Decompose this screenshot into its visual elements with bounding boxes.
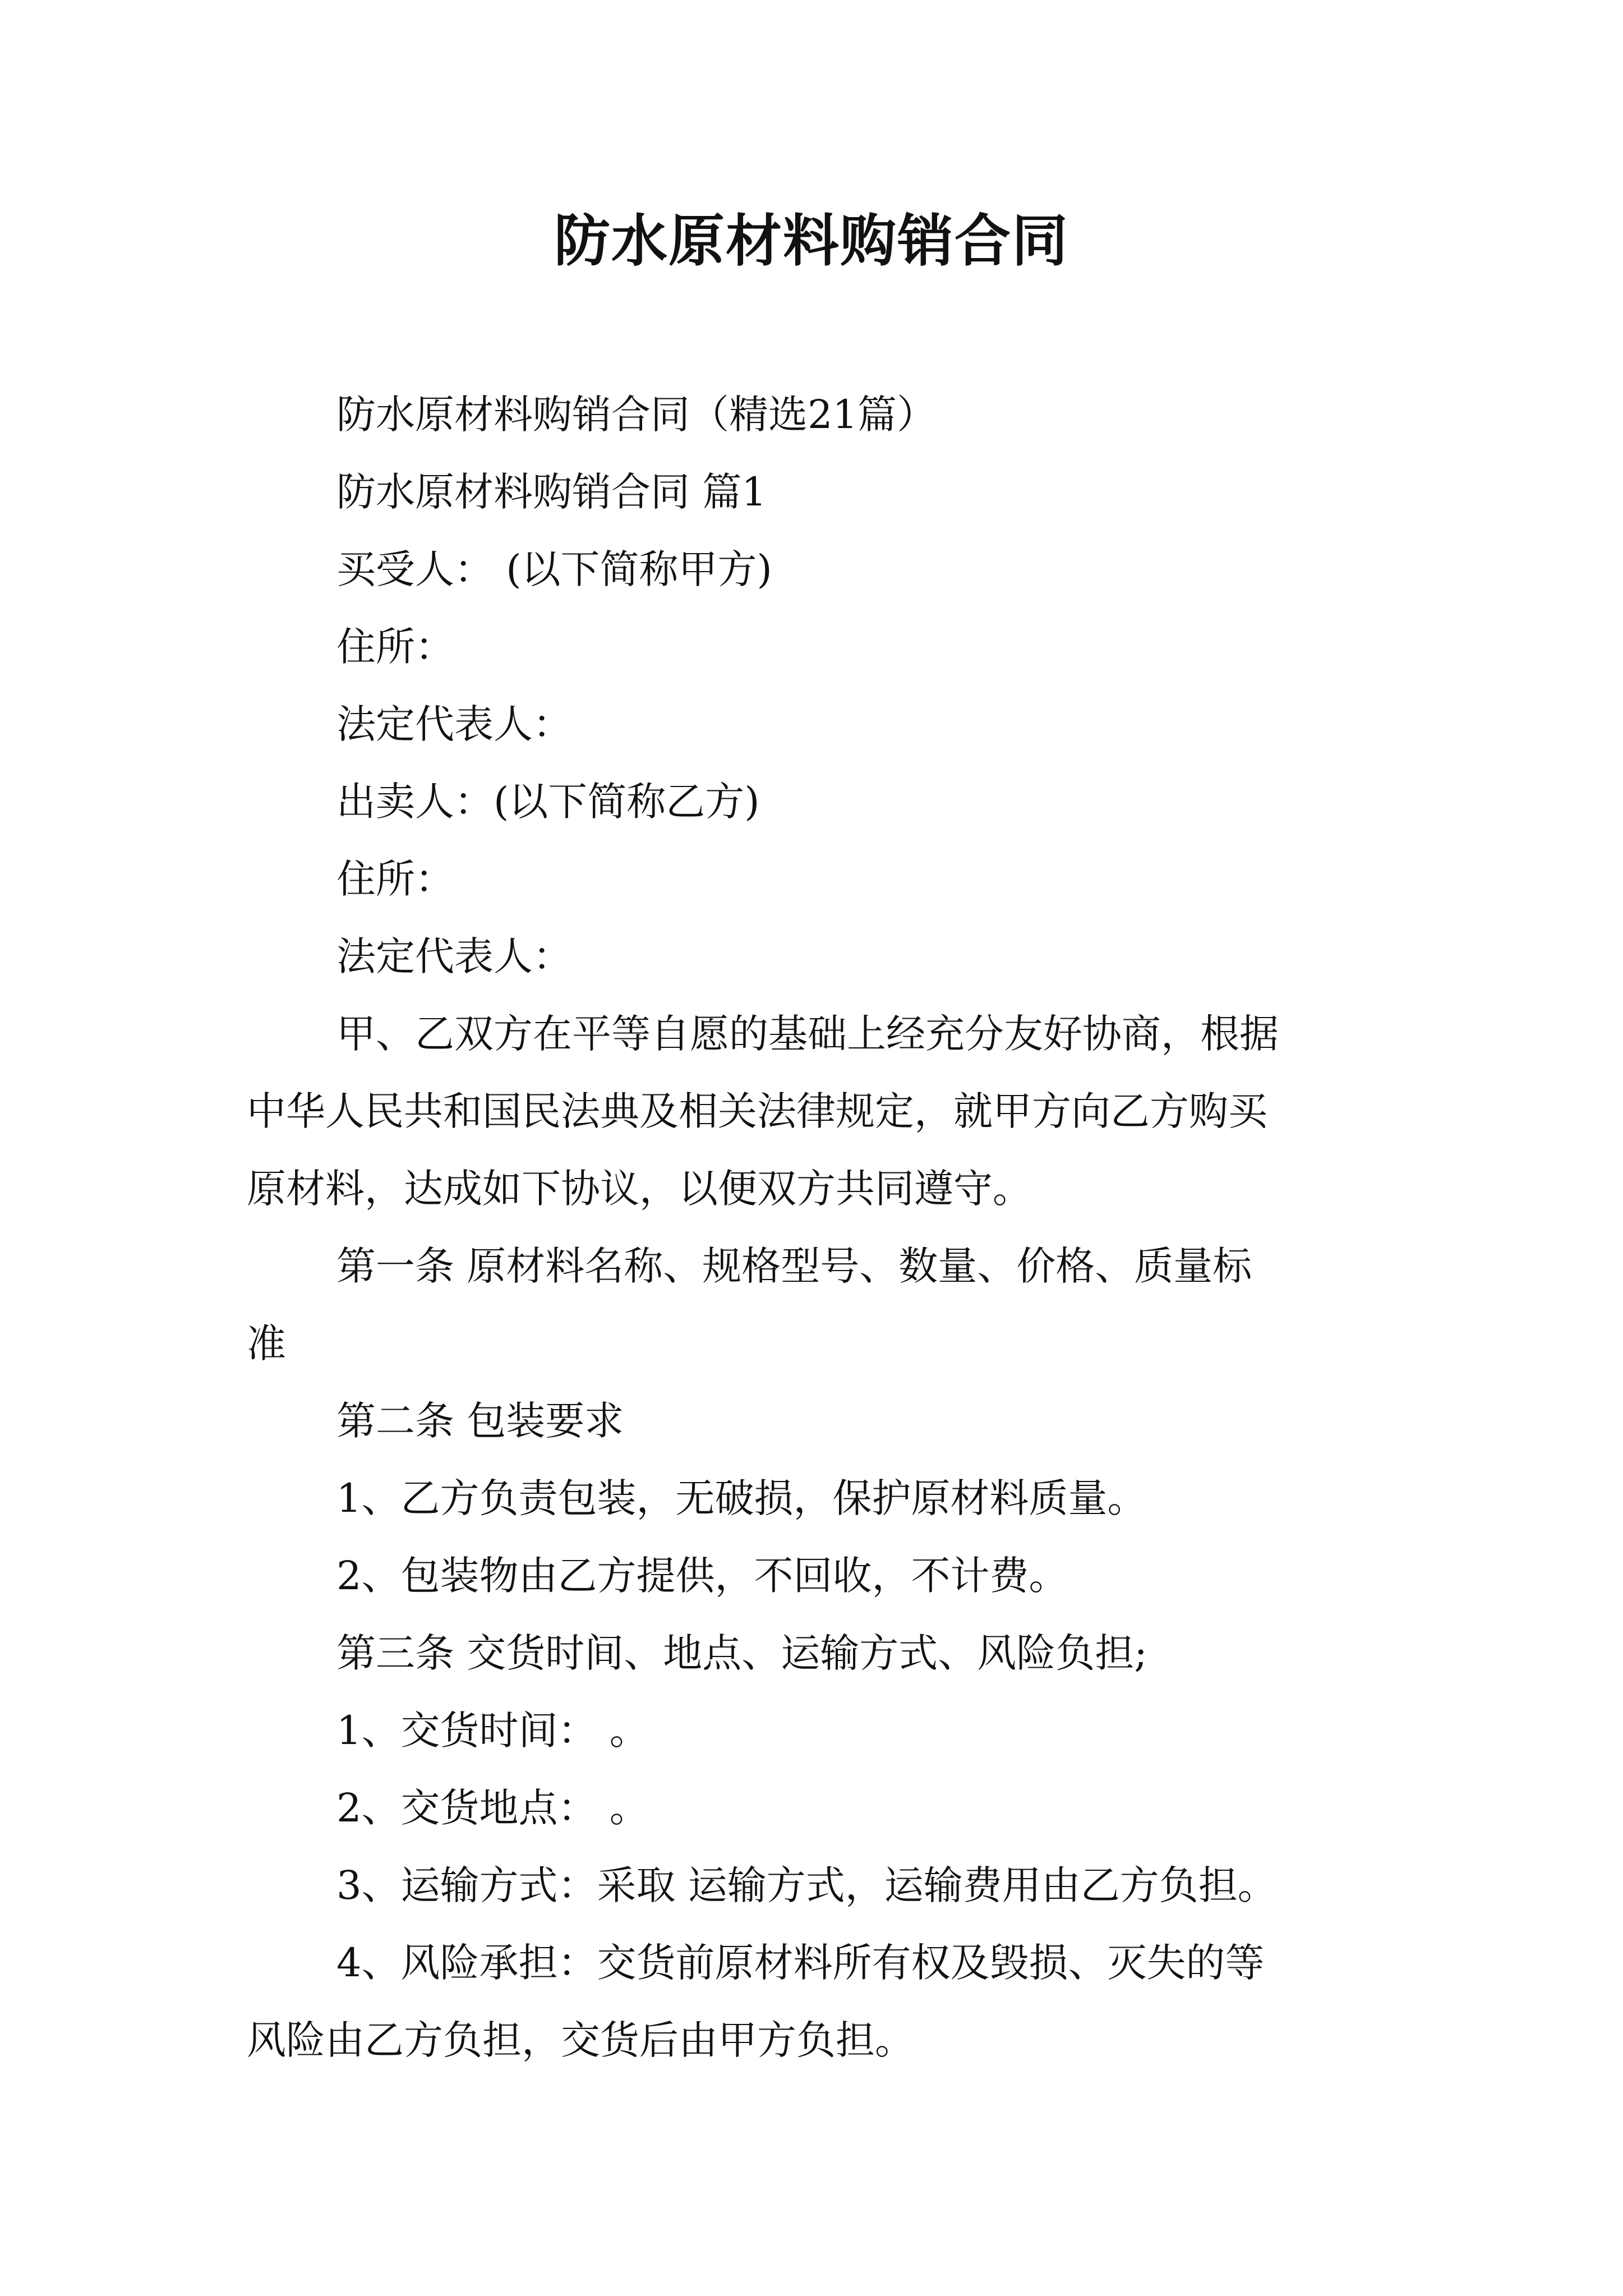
document-title: 防水原材料购销合同 <box>554 208 1069 274</box>
paragraph-line: 防水原材料购销合同 篇1 <box>336 469 767 515</box>
paragraph-line: 2、交货地点： 。 <box>336 1785 649 1831</box>
paragraph-line: 第二条 包装要求 <box>336 1398 624 1444</box>
paragraph-line: 买受人： (以下简称甲方) <box>336 546 772 592</box>
paragraph-line: 防水原材料购销合同（精选21篇） <box>336 392 937 438</box>
paragraph-line: 第一条 原材料名称、规格型号、数量、价格、质量标 <box>336 1243 1252 1289</box>
paragraph-line: 4、风险承担：交货前原材料所有权及毁损、灭失的等 <box>336 1940 1265 1986</box>
paragraph-line: 准 <box>247 1320 286 1366</box>
paragraph-line: 风险由乙方负担，交货后由甲方负担。 <box>247 2017 914 2063</box>
document-body <box>247 376 1385 2079</box>
paragraph-line: 原材料，达成如下协议，以便双方共同遵守。 <box>247 1166 1032 1212</box>
paragraph-line: 1、交货时间： 。 <box>336 1708 649 1754</box>
paragraph-line: 甲、乙双方在平等自愿的基础上经充分友好协商，根据 <box>336 1011 1279 1057</box>
paragraph-line: 2、包装物由乙方提供，不回收，不计费。 <box>336 1553 1068 1599</box>
paragraph-line: 第三条 交货时间、地点、运输方式、风险负担; <box>336 1630 1147 1676</box>
paragraph-line: 中华人民共和国民法典及相关法律规定，就甲方向乙方购买 <box>247 1088 1267 1134</box>
paragraph-line: 1、乙方负责包装，无破损，保护原材料质量。 <box>336 1475 1147 1521</box>
paragraph-line: 住所： <box>336 624 454 670</box>
paragraph-line: 法定代表人： <box>336 933 572 979</box>
paragraph-line: 出卖人：(以下简称乙方) <box>336 779 760 825</box>
paragraph-line: 法定代表人： <box>336 701 572 747</box>
paragraph-line: 3、运输方式：采取 运输方式，运输费用由乙方负担。 <box>336 1862 1277 1908</box>
paragraph-line: 住所： <box>336 856 454 902</box>
